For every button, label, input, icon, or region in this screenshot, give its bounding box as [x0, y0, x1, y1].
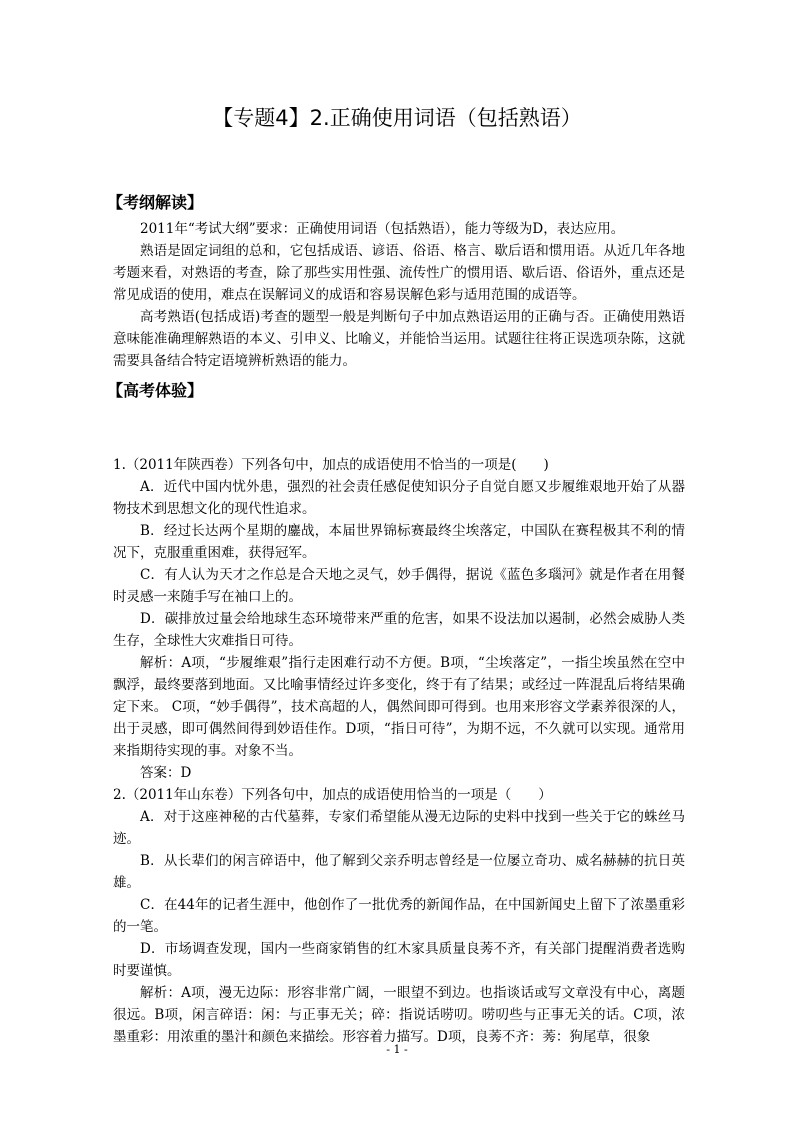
question-option: D．碳排放过量会给地球生态环境带来严重的危害，如果不设法加以遏制，必然会威胁人类生存，全球性大灾难指日可待。 [113, 611, 685, 649]
question-option: D．市场调查发现，国内一些商家销售的红木家具质量良莠不齐，有关部门提醒消费者选购时要谨慎。 [113, 941, 685, 979]
answer: 答案：D [140, 765, 192, 781]
question-option: A．对于这座神秘的古代墓葬，专家们希望能从漫无边际的史料中找到一些关于它的蛛丝马迹。 [113, 809, 685, 847]
paragraph: 2011年“考试大纲”要求：正确使用词语（包括熟语），能力等级为D，表达应用。 [140, 221, 625, 237]
paragraph: 高考熟语(包括成语)考查的题型一般是判断句子中加点熟语运用的正确与否。正确使用熟语意味能准确理解熟语的本义、引申义、比喻义，并能恰当运用。试题往往将正误选项杂陈，这就需要具备结合特定语境辨析熟语的能力。 [113, 309, 685, 369]
question-stem: 1.（2011年陕西卷）下列各句中，加点的成语使用不恰当的一项是( ) [113, 457, 549, 473]
analysis: 解析：A项，“步履维艰”指行走困难行动不方便。B项，“尘埃落定”，一指尘埃虽然在空中飘浮，最终要落到地面。又比喻事情经过许多变化，终于有了结果；或经过一阵混乱后将结果确定下来。 C项，“妙手偶得”，技术高超的人，偶然间即可得到。也用来形容文学素养很深的人，出于灵感，即可偶然间得到妙语佳作。D项，“指日可待”，为期不远，不久就可以实现。通常用来指期待实现的事。对象不当。 [113, 655, 685, 759]
question-stem: 2.（2011年山东卷）下列各句中，加点的成语使用恰当的一项是（ ） [113, 787, 552, 803]
paragraph: 熟语是固定词组的总和，它包括成语、谚语、俗语、格言、歇后语和惯用语。从近几年各地考题来看，对熟语的考查，除了那些实用性强、流传性广的惯用语、歇后语、俗语外，重点还是常见成语的使用，难点在误解词义的成语和容易误解色彩与适用范围的成语等。 [113, 243, 685, 303]
page-number: - 1 - [386, 1043, 408, 1056]
section-heading-exam: 【高考体验】 [107, 381, 204, 400]
analysis: 解析：A项，漫无边际：形容非常广阔，一眼望不到边。也指谈话或写文章没有中心，离题很远。B项，闲言碎语：闲：与正事无关；碎：指说话唠叨。唠叨些与正事无关的话。C项，浓墨重彩：用浓重的墨汁和颜色来描绘。形容着力描写。D项，良莠不齐：莠：狗尾草，很象 [113, 985, 685, 1045]
question-option: A．近代中国内忧外患，强烈的社会责任感促使知识分子自觉自愿又步履维艰地开始了从器物技术到思想文化的现代性追求。 [113, 479, 685, 517]
document-body [107, 188, 685, 1048]
question-option: B．经过长达两个星期的鏖战，本届世界锦标赛最终尘埃落定，中国队在赛程极其不利的情况下，克服重重困难，获得冠军。 [113, 523, 685, 561]
question-option: B．从长辈们的闲言碎语中，他了解到父亲乔明志曾经是一位屡立奇功、威名赫赫的抗日英雄。 [113, 853, 685, 891]
question-option: C．有人认为天才之作总是合天地之灵气，妙手偶得，据说《蓝色多瑙河》就是作者在用餐时灵感一来随手写在袖口上的。 [113, 567, 685, 605]
question-option: C．在44年的记者生涯中，他创作了一批优秀的新闻作品，在中国新闻史上留下了浓墨重彩的一笔。 [113, 897, 685, 935]
section-heading-syllabus: 【考纲解读】 [107, 193, 204, 212]
page-title: 【专题4】2.正确使用词语（包括熟语） [212, 106, 582, 130]
